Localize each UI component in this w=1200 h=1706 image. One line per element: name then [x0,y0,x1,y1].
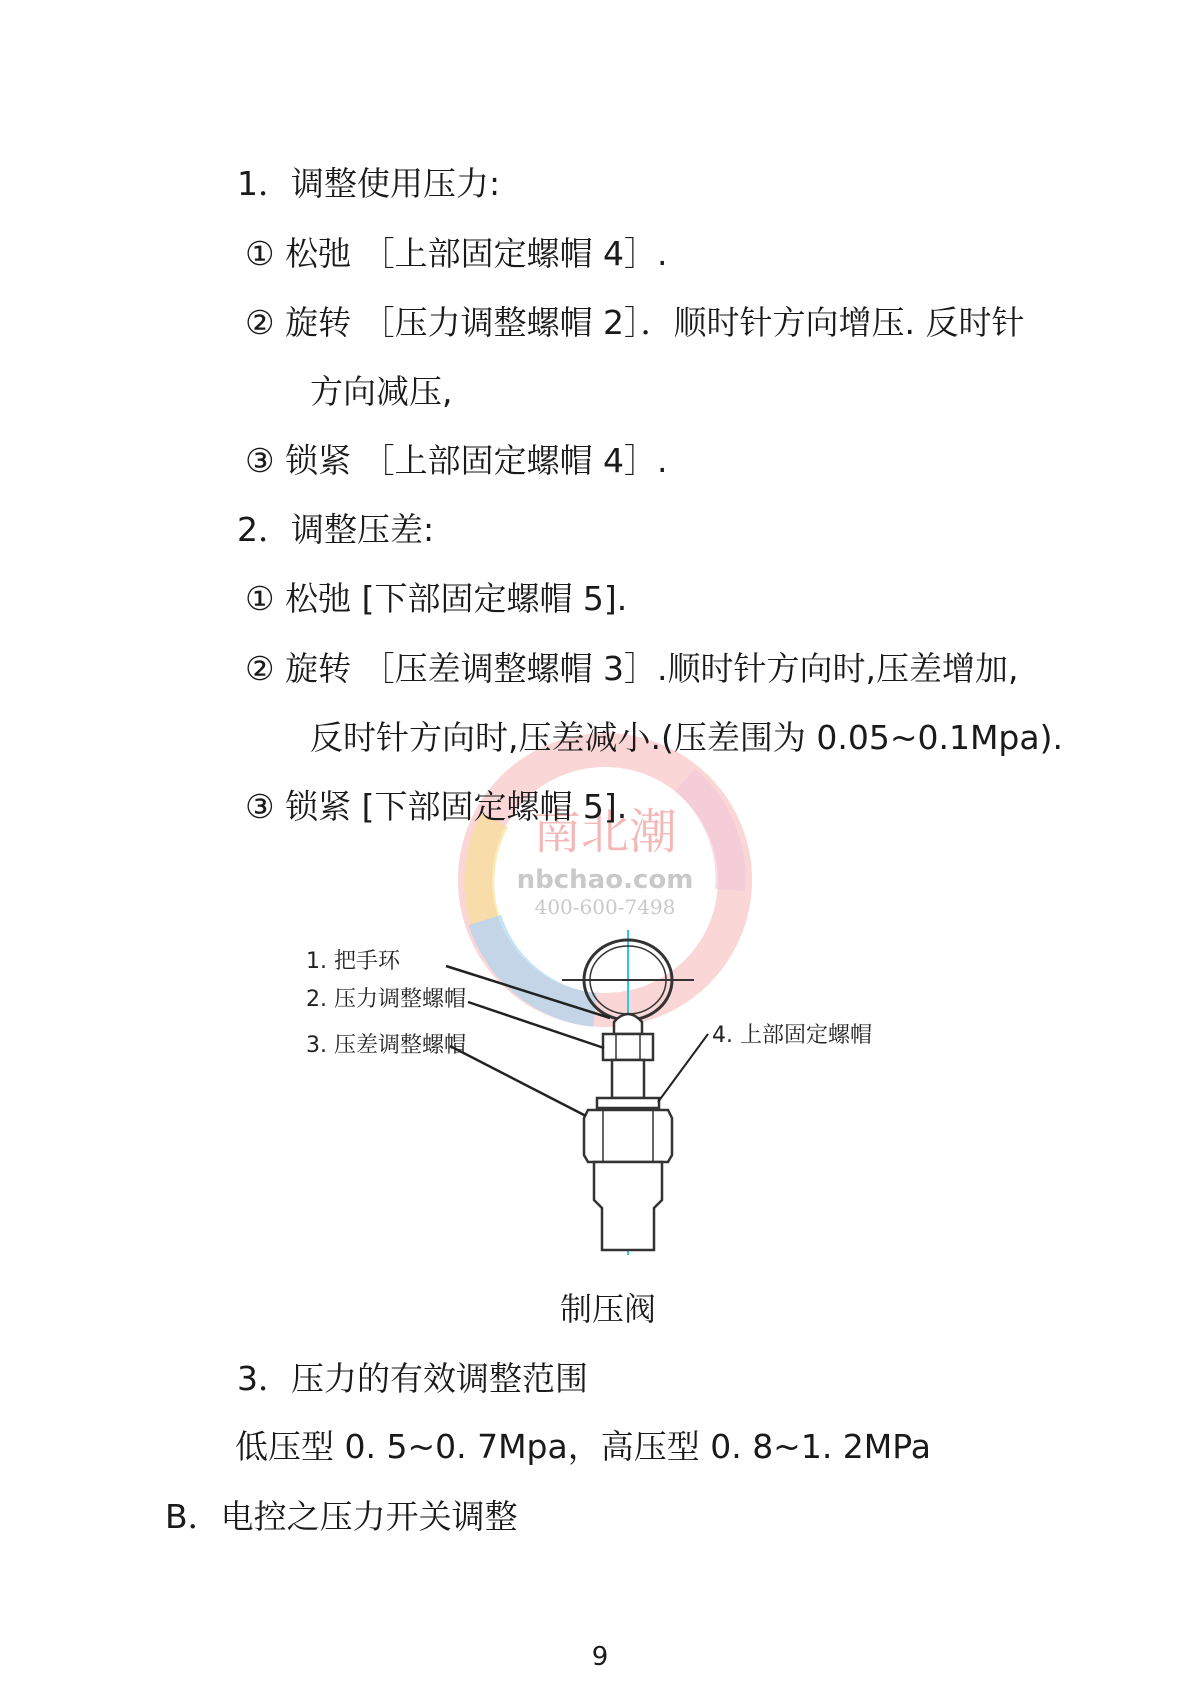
section2-heading: 2．调整压差: [237,510,435,549]
diagram-label3: 3. 压差调整螺帽 [306,1033,466,1058]
watermark-phone: 400-600-7498 [534,895,676,919]
section2-step1: ① 松弛 [下部固定螺帽 5]. [245,579,628,618]
upper-lock-nut [597,1098,659,1108]
sectionB-heading: B．电控之压力开关调整 [165,1497,518,1536]
section2-step2-line1: ② 旋转 ［压差调整螺帽 3］.顺时针方向时,压差增加, [245,649,1019,688]
diagram-label1: 1. 把手环 [306,949,400,974]
ring-neck [614,1014,642,1034]
section3-range: 低压型 0. 5~0. 7Mpa，高压型 0. 8~1. 2MPa [235,1427,931,1466]
section3-heading: 3．压力的有效调整范围 [237,1359,588,1398]
diagram-label4: 4. 上部固定螺帽 [712,1023,872,1048]
section1-step2-line2: 方向减压, [310,372,453,411]
section1-step3: ③ 锁紧 ［上部固定螺帽 4］. [245,441,668,480]
pressure-valve-diagram [306,930,920,1260]
leader-label3 [450,1046,586,1116]
watermark-site: nbchao.com [516,865,694,895]
watermark-cn: 南北潮 [532,804,678,860]
diagram-label2: 2. 压力调整螺帽 [306,987,466,1012]
leader-label4 [658,1034,708,1102]
differential-adjust-nut [584,1110,672,1162]
pressure-adjust-nut [603,1034,653,1060]
valve-stem [612,1060,644,1098]
page-number: 9 [591,1642,609,1672]
section2-step3: ③ 锁紧 [下部固定螺帽 5]. [245,787,628,826]
section1-step2-line1: ② 旋转 ［压力调整螺帽 2］．顺时针方向增压. 反时针 [245,303,1025,342]
valve-body [594,1162,662,1250]
section1-heading: 1．调整使用压力: [237,164,501,203]
section2-step2-line2: 反时针方向时,压差减小.(压差围为 0.05~0.1Mpa). [310,718,1063,757]
section1-step1: ① 松弛 ［上部固定螺帽 4］. [245,234,668,273]
diagram-caption: 制压阀 [560,1290,657,1328]
